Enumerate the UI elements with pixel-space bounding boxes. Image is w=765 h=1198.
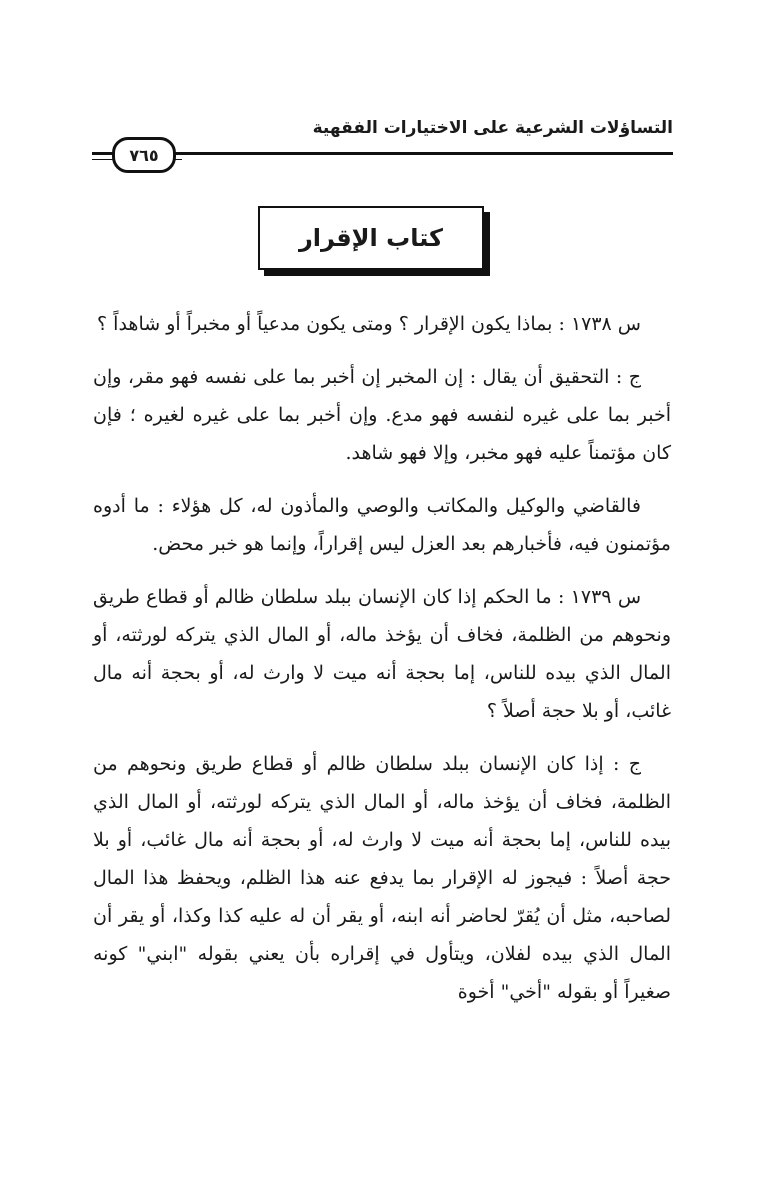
answer-1738-continued: فالقاضي والوكيل والمكاتب والوصي والمأذون له، كل هؤلاء : ما أدوه مؤتمنون فيه، فأخبارهم بعد العزل ليس إقراراً، وإنما هو خبر محض. <box>93 495 671 555</box>
running-title: التساؤلات الشرعية على الاختيارات الفقهية <box>312 118 673 138</box>
page-body <box>93 305 671 1026</box>
page-number <box>112 137 176 173</box>
page-number-text: ٧٦٥ <box>129 145 159 165</box>
header-rule <box>92 152 673 155</box>
question-1738: س ١٧٣٨ : بماذا يكون الإقرار ؟ ومتى يكون مدعياً أو مخبراً أو شاهداً ؟ <box>97 313 641 335</box>
chapter-title: كتاب الإقرار <box>298 224 444 252</box>
chapter-title-box <box>258 206 484 270</box>
answer-1738: ج : التحقيق أن يقال : إن المخبر إن أخبر بما على نفسه فهو مقر، وإن أخبر بما على غيره لنفسه فهو مدع. وإن أخبر بما على غيره لغيره ؛ فإن كان مؤتمناً عليه فهو مخبر، وإلا فهو شاهد. <box>93 366 671 464</box>
answer-1739: ج : إذا كان الإنسان ببلد سلطان ظالم أو قطاع طريق ونحوهم من الظلمة، فخاف أن يؤخذ ماله، أو المال الذي يتركه لورثته، أو المال الذي بيده للناس، إما بحجة أنه ميت لا وارث له، أو بحجة أنه مال غائب، أو بلا حجة أصلاً : فيجوز له الإقرار بما يدفع عنه هذا الظلم، ويحفظ هذا المال لصاحبه، مثل أن يُقرّ لحاضر أنه ابنه، أو يقر أن له عليه كذا وكذا، أو يقر أن المال الذي بيده لفلان، ويتأول في إقراره بأن يعني بقوله "ابني" كونه صغيراً أو بقوله "أخي" أخوة <box>93 753 671 1003</box>
question-1739: س ١٧٣٩ : ما الحكم إذا كان الإنسان ببلد سلطان ظالم أو قطاع طريق ونحوهم من الظلمة، فخاف أن يؤخذ ماله، أو المال الذي يتركه لورثته، أو المال الذي بيده للناس، إما بحجة أنه ميت لا وارث له، أو بحجة أنه مال غائب، أو بلا حجة أصلاً ؟ <box>93 586 671 722</box>
